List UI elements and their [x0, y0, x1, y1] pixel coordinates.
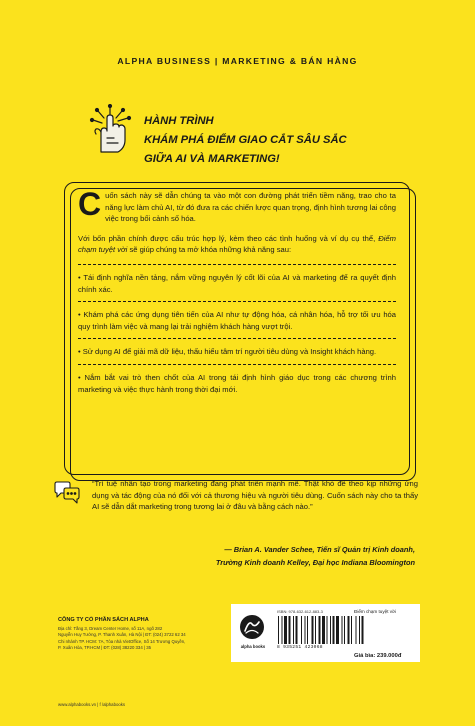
speech-bubbles-icon: [52, 480, 82, 506]
alpha-books-logo-icon: [239, 614, 265, 640]
intro-paragraph: [78, 186, 396, 225]
divider: [78, 338, 396, 339]
divider: [78, 364, 396, 365]
bullet-item: • Sử dụng AI để giải mã dữ liệu, thấu hiểu tâm trí người tiêu dùng và Insight khách hàng.: [78, 347, 377, 357]
bullet-item: • Khám phá các ứng dụng tiên tiến của AI như tự động hóa, cá nhân hóa, hỗ trợ tối ưu hóa quy trình làm việc và mang lại trải nghiệm khách hàng vượt trội.: [78, 310, 396, 331]
publisher-social: www.alphabooks.vn | f /alphabooks: [58, 702, 126, 707]
divider: [78, 264, 396, 265]
intro-text: uốn sách này sẽ dẫn chúng ta vào một con đường phát triển tiềm năng, trao cho ta năng lực làm chủ AI, từ đó đưa ra các chiến lược quan trọng, định hình tương lai công việc trong bối cảnh số hóa.: [105, 191, 396, 224]
series-line: ALPHA BUSINESS | MARKETING & BÁN HÀNG: [117, 56, 358, 66]
book-title-italic: Điểm chạm tuyệt vời: [78, 233, 396, 255]
drop-cap: C: [78, 186, 102, 222]
second-paragraph-start: Với bốn phần chính được cấu trúc hợp lý, kèm theo các tình huống và ví dụ cụ thể,: [78, 233, 379, 243]
publisher-address-line: P. Xuân Hòa, TP.HCM | ĐT: (028) 38220 334 | 35: [58, 645, 151, 650]
bullet-item: • Tái định nghĩa nền tảng, nắm vững nguyên lý cốt lõi của AI và marketing để ra quyết định chính xác.: [78, 272, 396, 294]
isbn-label: ISBN: 978-632-612-883-3: [277, 609, 323, 614]
attribution-line-1: — Brian A. Vander Schee, Tiến sĩ Quản trị Kinh doanh,: [224, 545, 415, 554]
endorsement-attribution: [216, 543, 415, 569]
attribution-line-2: Trường Kinh doanh Kelley, Đại học Indiana Bloomington: [215, 558, 415, 567]
publisher-address-line: Chi nhánh TP. HCM: 7A, Tòa nhà VietOffice, Số 14 Trương Quyền,: [58, 638, 186, 644]
publisher-address-line: Nguyễn Huy Tưởng, P. Thanh Xuân, Hà Nội | ĐT: (024) 3722 62 34: [58, 632, 186, 637]
second-paragraph-end: sẽ giúp chúng ta mở khóa những khả năng sau:: [127, 245, 292, 255]
endorsement-quote: “Trí tuệ nhân tạo trong marketing đang phát triển mạnh mẽ. Thật khó để theo kịp những ứng dụng và tác động của nó đối với cả thương hiệu và người tiêu dùng. Cuốn sách này cho ta thấy AI sẽ dẫn dắt marketing trong tương lai ở đâu và bằng cách nào.”: [92, 479, 418, 511]
cover-price: Giá bìa: 239.000đ: [354, 653, 402, 659]
publisher-info: [58, 617, 228, 652]
publisher-name: CÔNG TY CỔ PHẦN SÁCH ALPHA: [58, 617, 149, 623]
second-paragraph: [78, 233, 396, 256]
barcode-digits: 8 935251 423068: [277, 645, 323, 650]
headline-line-3: GIỮA AI VÀ MARKETING!: [144, 153, 280, 165]
barcode-icon: [277, 616, 407, 644]
summary-content: [78, 186, 396, 395]
bullet-item: • Nắm bắt vai trò then chốt của AI trong tái định hình giáo dục trong các chương trình marketing và việc thực hành trong thời đại mới.: [78, 372, 396, 394]
book-title-label: Điểm chạm tuyệt vời: [354, 609, 397, 614]
headline-line-1: HÀNH TRÌNH: [144, 115, 214, 127]
headline-line-2: KHÁM PHÁ ĐIỂM GIAO CẮT SÂU SẮC: [144, 134, 347, 146]
headline: [144, 112, 347, 169]
logo-text: alpha books: [240, 644, 266, 649]
barcode-card: [231, 604, 420, 662]
publisher-address-line: Địa chỉ: Tầng 3, Dream Center Home, số 11A, ngõ 282: [58, 625, 163, 631]
robot-hand-icon: [88, 104, 132, 156]
divider: [78, 301, 396, 302]
